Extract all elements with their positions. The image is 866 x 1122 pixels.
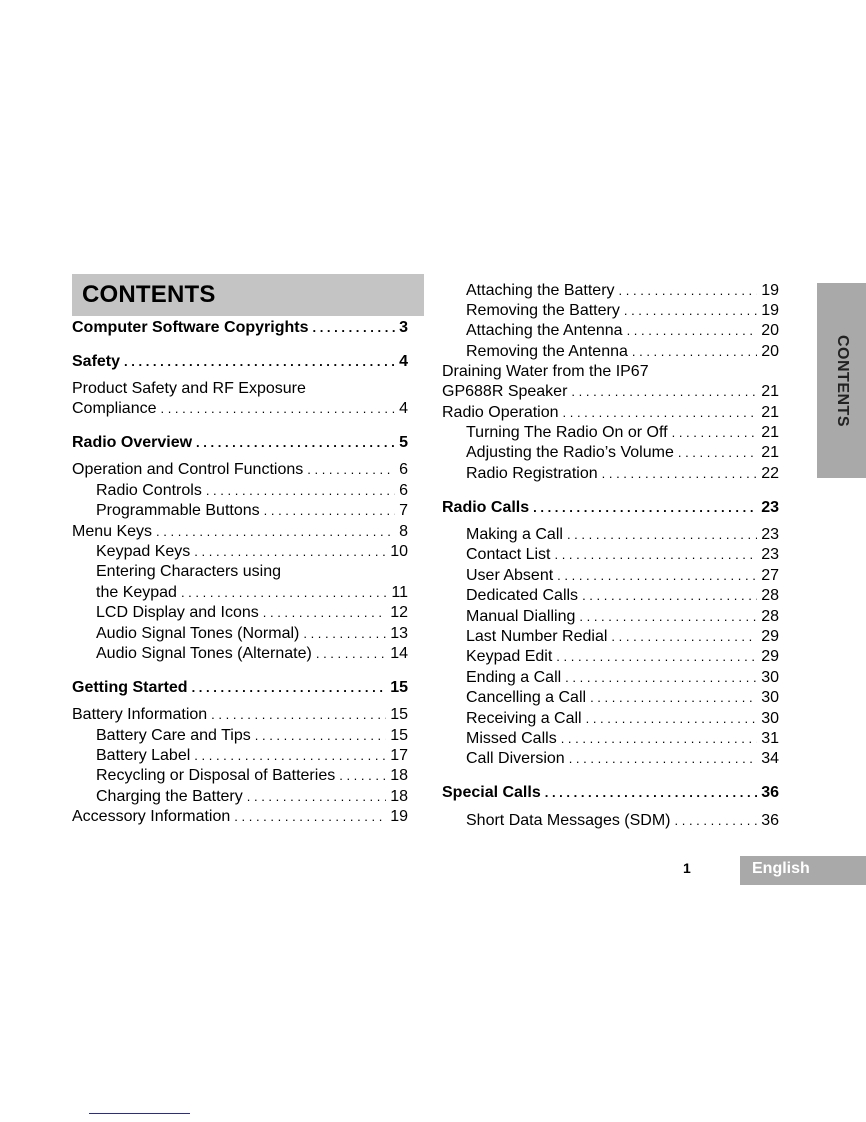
contents-header — [72, 274, 424, 316]
toc-entry[interactable]: Battery Information . . . 15 — [72, 705, 408, 725]
toc-entry-line1: Entering Characters using — [96, 563, 281, 580]
language-label: English — [752, 860, 810, 877]
toc-entry[interactable]: Radio Calls . . . 23 — [442, 498, 779, 518]
toc-entry[interactable]: Battery Label . . . 17 — [96, 746, 408, 766]
toc-entry[interactable]: Operation and Control Functions . . . 6 — [72, 460, 408, 480]
toc-entry[interactable]: Keypad Edit . . . 29 — [466, 647, 779, 667]
toc-entry[interactable]: Removing the Antenna . . . 20 — [466, 342, 779, 362]
toc-entry[interactable]: LCD Display and Icons . . . 12 — [96, 603, 408, 623]
toc-entry[interactable]: Battery Care and Tips . . . 15 — [96, 726, 408, 746]
toc-entry[interactable]: Radio Overview . . . 5 — [72, 433, 408, 453]
toc-entry[interactable]: Menu Keys . . . 8 — [72, 522, 408, 542]
page-title: CONTENTS — [82, 281, 216, 308]
toc-entry[interactable]: Removing the Battery . . . 19 — [466, 301, 779, 321]
toc-entry[interactable]: Dedicated Calls . . . 28 — [466, 586, 779, 606]
toc-entry[interactable]: Radio Registration . . . 22 — [466, 464, 779, 484]
toc-entry[interactable]: Radio Operation . . . 21 — [442, 403, 779, 423]
toc-entry[interactable]: Attaching the Battery . . . 19 — [466, 281, 779, 301]
toc-entry-line1: Product Safety and RF Exposure — [72, 380, 306, 397]
page-number: 1 — [683, 860, 691, 876]
toc-entry[interactable]: Manual Dialling . . . 28 — [466, 607, 779, 627]
toc-entry[interactable]: GP688R Speaker . . . 21 — [442, 382, 779, 402]
toc-entry[interactable]: Attaching the Antenna . . . 20 — [466, 321, 779, 341]
toc-entry[interactable]: Last Number Redial . . . 29 — [466, 627, 779, 647]
toc-entry[interactable]: Call Diversion . . . 34 — [466, 749, 779, 769]
toc-entry[interactable]: Short Data Messages (SDM) . . . 36 — [466, 811, 779, 831]
toc-entry[interactable]: Programmable Buttons . . . 7 — [96, 501, 408, 521]
toc-entry[interactable]: the Keypad . . . 11 — [96, 583, 408, 603]
toc-entry[interactable]: Keypad Keys . . . 10 — [96, 542, 408, 562]
toc-entry[interactable]: Audio Signal Tones (Alternate) . . . 14 — [96, 644, 408, 664]
toc-entry[interactable]: Missed Calls . . . 31 — [466, 729, 779, 749]
toc-entry[interactable]: Receiving a Call . . . 30 — [466, 709, 779, 729]
toc-entry-line1: Draining Water from the IP67 — [442, 363, 649, 380]
toc-entry[interactable]: Contact List . . . 23 — [466, 545, 779, 565]
toc-entry[interactable]: Safety . . . 4 — [72, 352, 408, 372]
toc-entry[interactable]: Adjusting the Radio’s Volume . . . 21 — [466, 443, 779, 463]
toc-entry[interactable]: Audio Signal Tones (Normal) . . . 13 — [96, 624, 408, 644]
toc-entry[interactable]: Accessory Information . . . 19 — [72, 807, 408, 827]
side-tab-contents — [817, 283, 866, 478]
toc-entry[interactable]: Making a Call . . . 23 — [466, 525, 779, 545]
toc-entry[interactable]: User Absent . . . 27 — [466, 566, 779, 586]
toc-entry[interactable]: Computer Software Copyrights . . . 3 — [72, 318, 408, 338]
toc-entry[interactable]: Special Calls . . . 36 — [442, 783, 779, 803]
toc-entry[interactable]: Recycling or Disposal of Batteries . . . 18 — [96, 766, 408, 786]
toc-entry[interactable]: Ending a Call . . . 30 — [466, 668, 779, 688]
side-tab-label: CONTENTS — [833, 334, 851, 427]
toc-entry[interactable]: Turning The Radio On or Off . . . 21 — [466, 423, 779, 443]
toc-entry[interactable]: Getting Started . . . 15 — [72, 678, 408, 698]
toc-entry[interactable]: Compliance . . . 4 — [72, 399, 408, 419]
toc-entry[interactable]: Charging the Battery . . . 18 — [96, 787, 408, 807]
toc-entry[interactable]: Cancelling a Call . . . 30 — [466, 688, 779, 708]
language-tab — [740, 856, 866, 885]
toc-entry[interactable]: Radio Controls . . . 6 — [96, 481, 408, 501]
footnote-divider — [89, 1113, 190, 1114]
